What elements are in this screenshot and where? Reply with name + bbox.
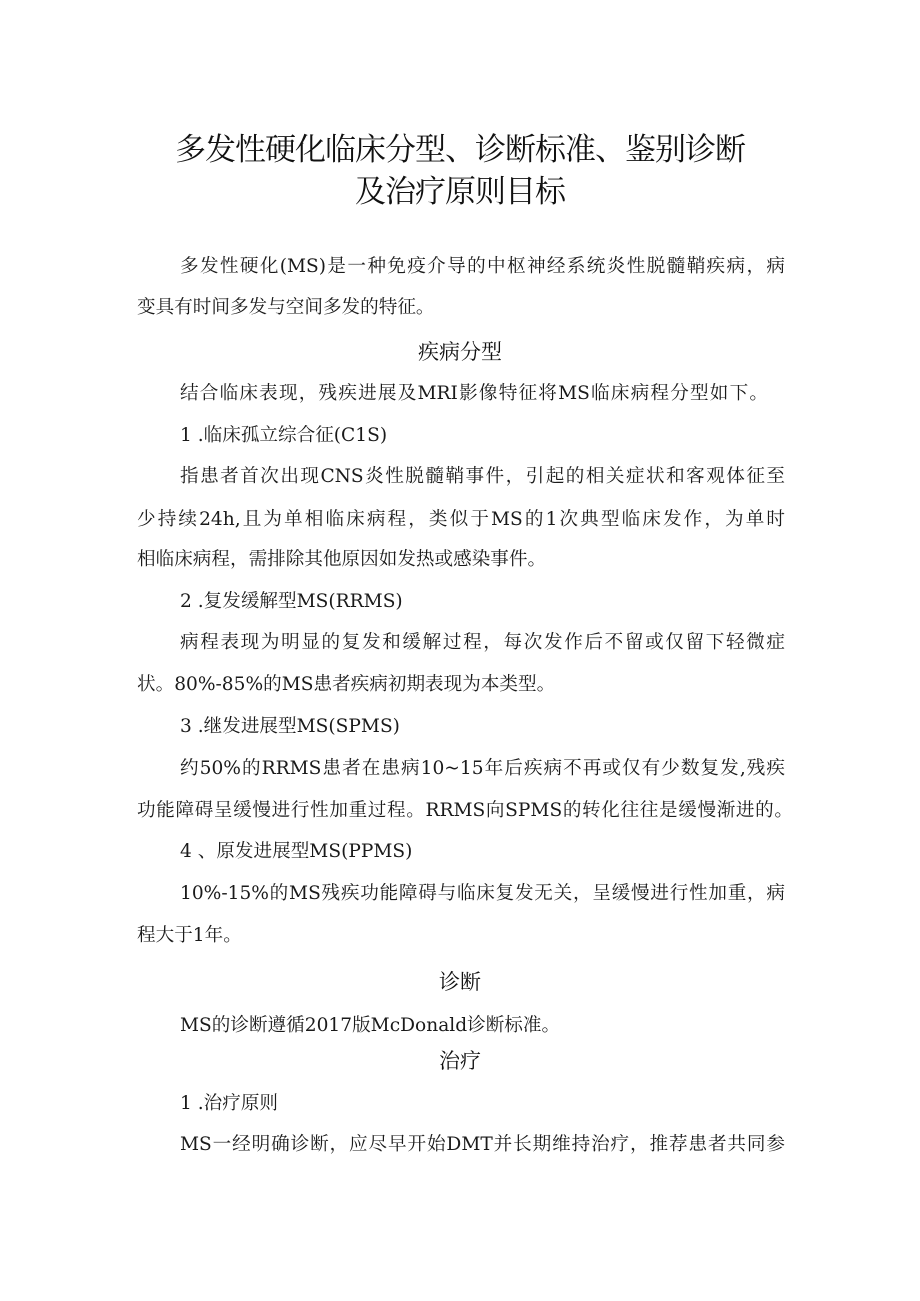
classification-item-3-line-2: 功能障碍呈缓慢进行性加重过程。RRMS向SPMS的转化往往是缓慢渐进的。 bbox=[137, 800, 793, 821]
heading-diagnosis: 诊断 bbox=[439, 970, 481, 994]
treatment-item-1-title: 1 .治疗原则 bbox=[180, 1093, 279, 1114]
classification-item-4-line-1: 10%-15%的MS残疾功能障碍与临床复发无关，呈缓慢进行性加重，病 bbox=[180, 883, 785, 904]
classification-item-1-line-2: 少持续24h,且为单相临床病程，类似于MS的1次典型临床发作，为单时 bbox=[137, 509, 785, 530]
classification-item-3-title: 3 .继发进展型MS(SPMS) bbox=[180, 716, 400, 737]
heading-classification: 疾病分型 bbox=[418, 340, 502, 364]
treatment-item-1-line-1: MS一经明确诊断，应尽早开始DMT并长期维持治疗，推荐患者共同参 bbox=[180, 1134, 785, 1155]
document-title-line-2: 及治疗原则目标 bbox=[355, 174, 565, 210]
intro-line-1: 多发性硬化(MS)是一种免疫介导的中枢神经系统炎性脱髓鞘疾病，病 bbox=[180, 256, 785, 277]
intro-line-2: 变具有时间多发与空间多发的特征。 bbox=[137, 297, 435, 318]
classification-item-1-title: 1 .临床孤立综合征(C1S) bbox=[180, 425, 388, 446]
classification-lead: 结合临床表现，残疾进展及MRI影像特征将MS临床病程分型如下。 bbox=[180, 383, 768, 404]
diagnosis-line-1: MS的诊断遵循2017版McDonald诊断标准。 bbox=[180, 1015, 561, 1036]
heading-treatment: 治疗 bbox=[439, 1049, 481, 1073]
classification-item-4-line-2: 程大于1年。 bbox=[137, 925, 242, 946]
document-title-line-1: 多发性硬化临床分型、诊断标准、鉴别诊断 bbox=[175, 132, 745, 168]
classification-item-3-line-1: 约50%的RRMS患者在患病10~15年后疾病不再或仅有少数复发,残疾 bbox=[180, 758, 785, 779]
classification-item-1-line-3: 相临床病程，需排除其他原因如发热或感染事件。 bbox=[137, 549, 547, 570]
classification-item-2-line-1: 病程表现为明显的复发和缓解过程，每次发作后不留或仅留下轻微症 bbox=[180, 632, 785, 653]
classification-item-2-title: 2 .复发缓解型MS(RRMS) bbox=[180, 591, 403, 612]
classification-item-4-title: 4 、原发进展型MS(PPMS) bbox=[180, 841, 413, 862]
classification-item-1-line-1: 指患者首次出现CNS炎性脱髓鞘事件，引起的相关症状和客观体征至 bbox=[180, 466, 785, 487]
classification-item-2-line-2: 状。80%-85%的MS患者疾病初期表现为本类型。 bbox=[137, 674, 556, 695]
